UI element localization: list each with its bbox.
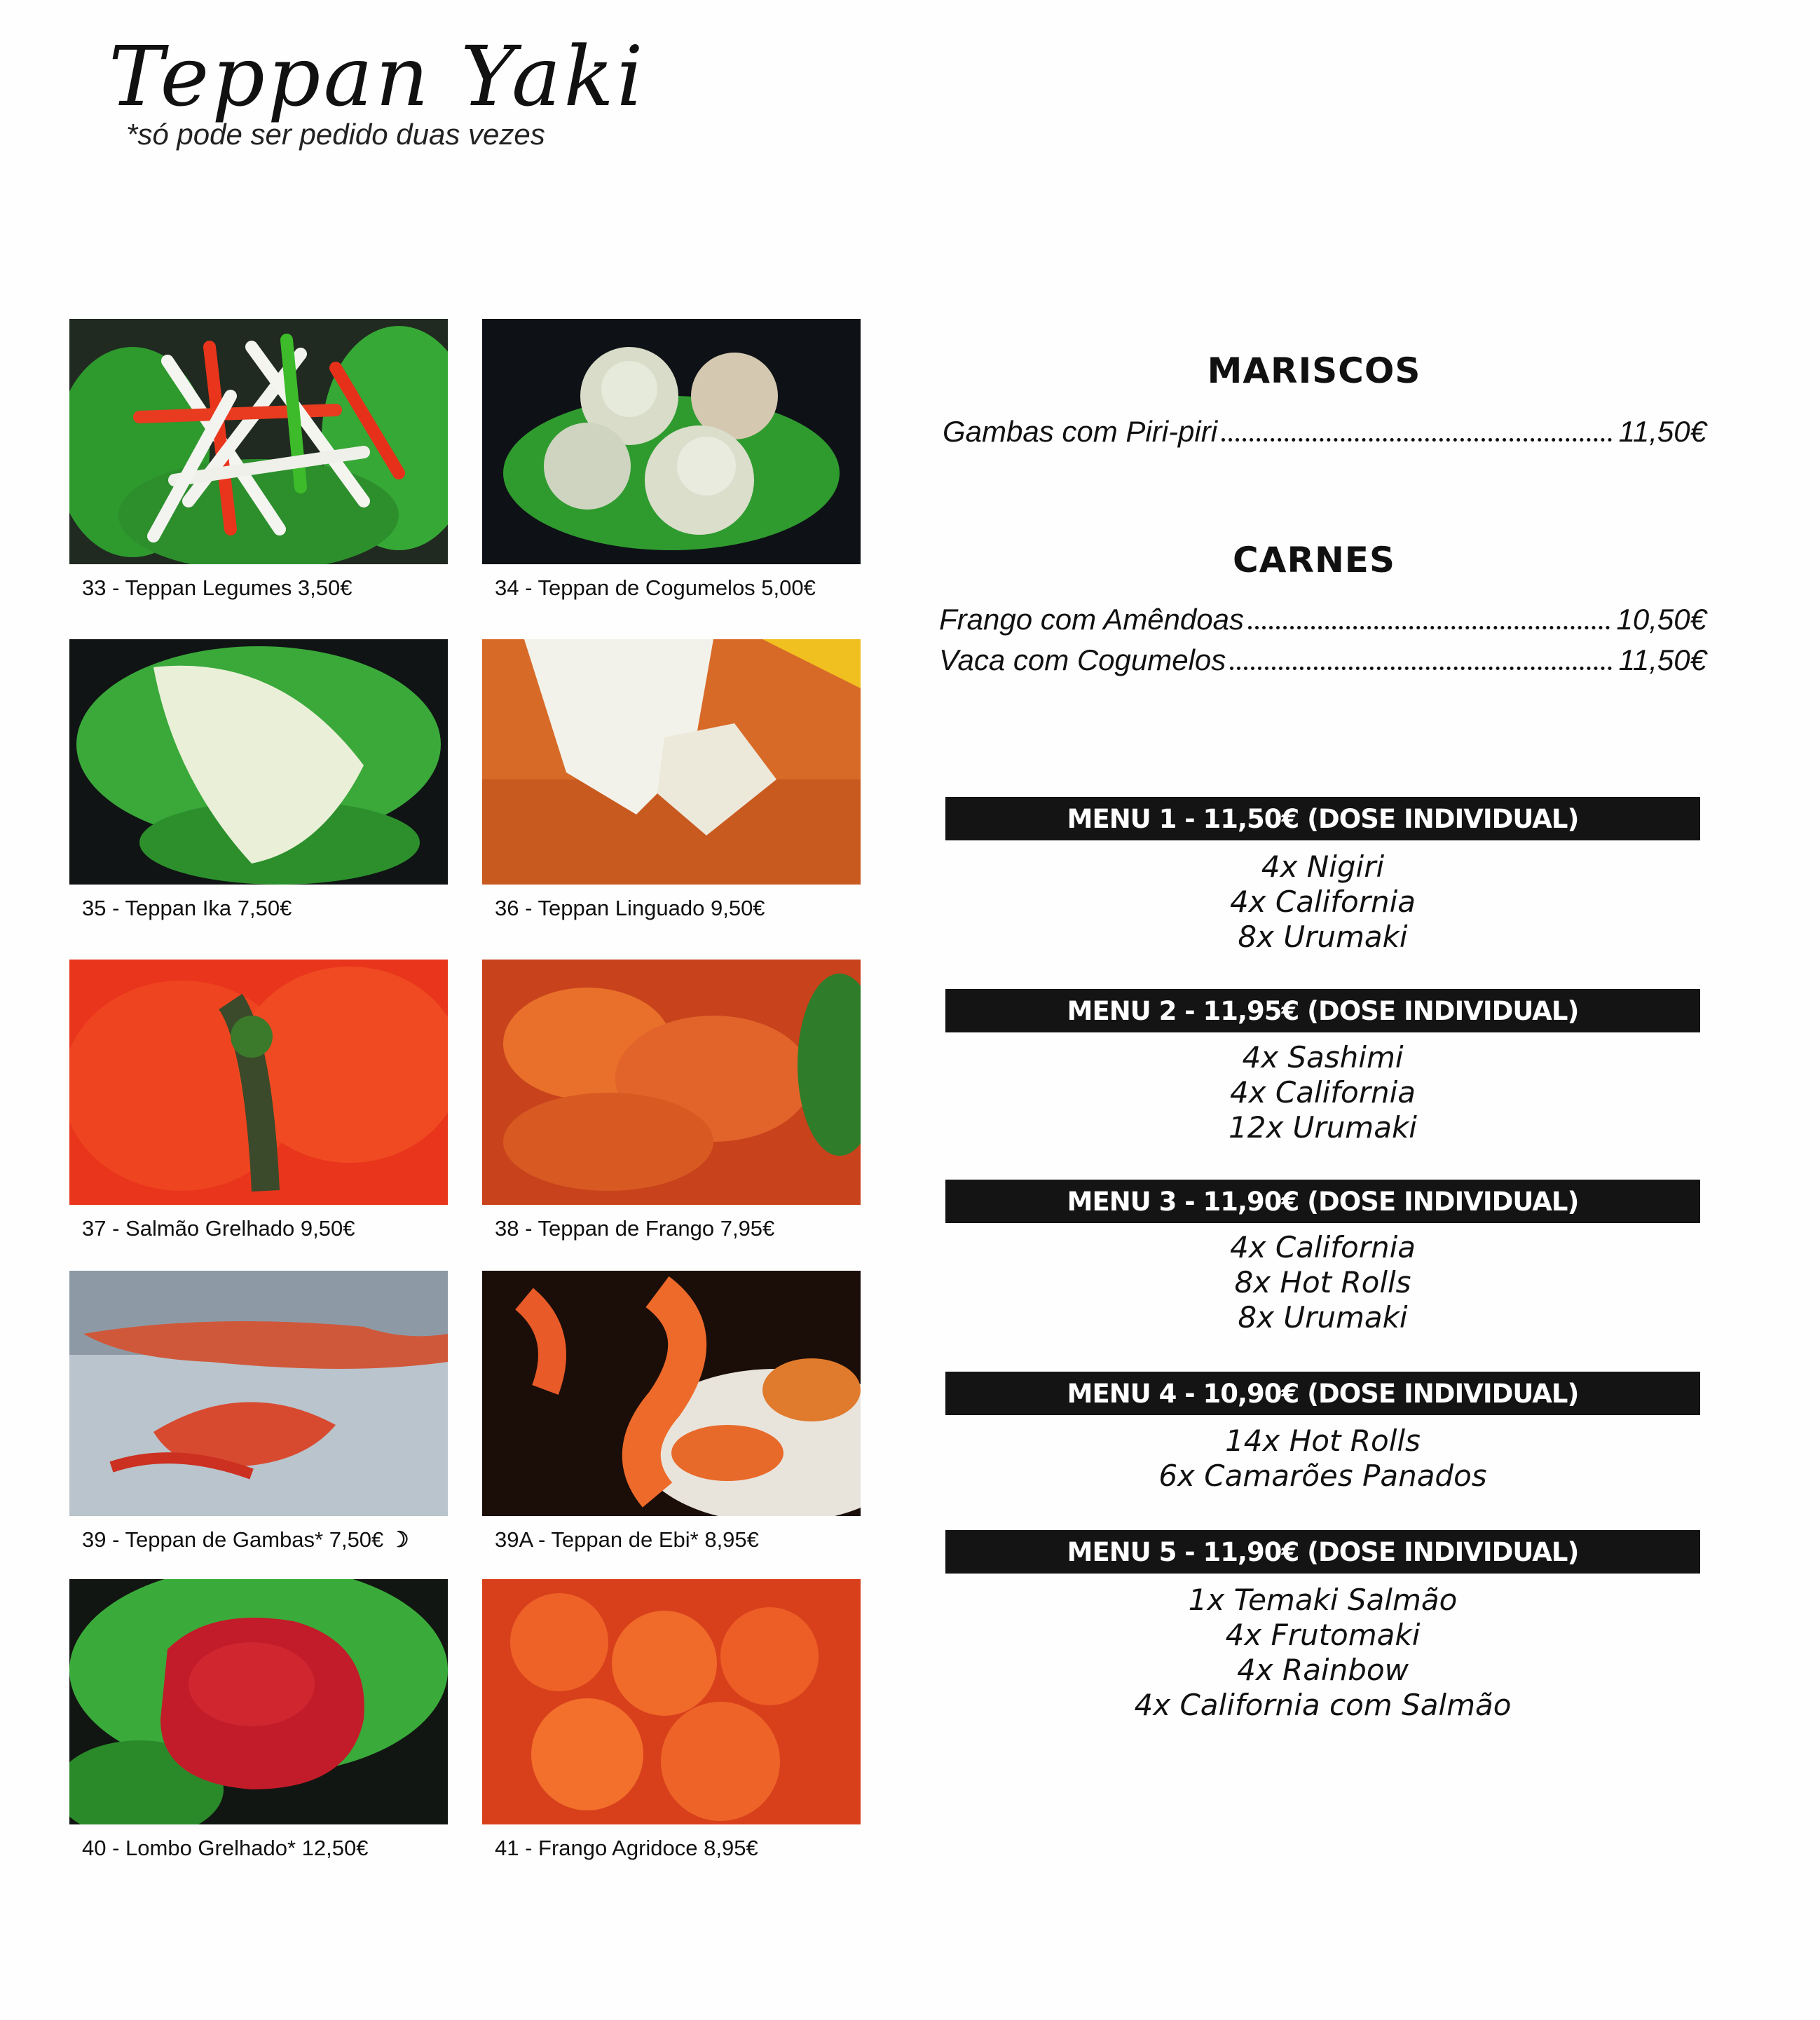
menu-item: 4x California	[1229, 1075, 1416, 1110]
dish-caption: 37 - Salmão Grelhado 9,50€	[82, 1216, 355, 1241]
menu-1-header: MENU 1 - 11,50€ (DOSE INDIVIDUAL)	[945, 797, 1700, 840]
dish-card[interactable]	[69, 1579, 448, 1861]
grilled-loin-photo	[69, 1579, 448, 1824]
menu-item: 8x Urumaki	[1238, 920, 1408, 954]
dish-caption: 39A - Teppan de Ebi* 8,95€	[495, 1527, 759, 1552]
menu-item: 4x Rainbow	[1237, 1653, 1409, 1687]
item-price: 11,50€	[1618, 643, 1706, 676]
dish-caption: 38 - Teppan de Frango 7,95€	[495, 1216, 775, 1241]
dish-card[interactable]	[69, 319, 448, 601]
page-subtitle: *só pode ser pedido duas vezes	[126, 118, 545, 151]
menu-4-items	[945, 1424, 1700, 1494]
item-name: Vaca com Cogumelos	[939, 643, 1226, 676]
menu-5-header: MENU 5 - 11,90€ (DOSE INDIVIDUAL)	[945, 1530, 1700, 1574]
menu-5-items	[945, 1583, 1700, 1723]
dish-card[interactable]	[482, 319, 861, 601]
mariscos-heading: MARISCOS	[1207, 350, 1421, 391]
menu-4-header: MENU 4 - 10,90€ (DOSE INDIVIDUAL)	[945, 1372, 1700, 1415]
dish-caption: 40 - Lombo Grelhado* 12,50€	[82, 1836, 369, 1860]
prawns-photo	[69, 1271, 448, 1516]
dish-caption: 35 - Teppan Ika 7,50€	[82, 896, 292, 920]
chicken-photo	[482, 960, 861, 1205]
menu-item: 8x Urumaki	[1238, 1300, 1408, 1335]
dish-caption: 36 - Teppan Linguado 9,50€	[495, 896, 765, 920]
menu-item: 4x Frutomaki	[1225, 1618, 1421, 1652]
item-name: Frango com Amêndoas	[939, 603, 1244, 636]
dish-caption: 34 - Teppan de Cogumelos 5,00€	[495, 575, 816, 600]
item-name: Gambas com Piri-piri	[943, 415, 1218, 448]
item-price: 10,50€	[1616, 603, 1706, 636]
dot-leader	[1230, 667, 1611, 670]
menu-3-items	[945, 1230, 1700, 1335]
menu-item: 4x Nigiri	[1261, 849, 1385, 884]
dot-leader	[1248, 626, 1610, 629]
menu-item: 4x California	[1229, 1230, 1416, 1264]
menu-item: 4x California	[1229, 885, 1416, 919]
menu-item: 4x California com Salmão	[1134, 1688, 1512, 1722]
dish-card[interactable]	[482, 1579, 861, 1861]
item-price: 11,50€	[1618, 415, 1706, 448]
dish-caption-text: 39 - Teppan de Gambas* 7,50€	[82, 1527, 384, 1552]
shrimp-photo	[482, 1271, 861, 1516]
squid-photo	[69, 639, 448, 885]
sole-fish-photo	[482, 639, 861, 885]
carnes-heading: CARNES	[1233, 540, 1395, 580]
price-row	[939, 603, 1706, 636]
menu-item: 6x Camarões Panados	[1158, 1459, 1487, 1493]
dish-card[interactable]	[69, 1271, 448, 1552]
menu-item: 12x Urumaki	[1229, 1110, 1417, 1145]
menu-item: 1x Temaki Salmão	[1188, 1583, 1458, 1617]
grilled-salmon-photo	[69, 960, 448, 1205]
menu-2-header: MENU 2 - 11,95€ (DOSE INDIVIDUAL)	[945, 989, 1700, 1032]
menu-item: 14x Hot Rolls	[1225, 1424, 1421, 1458]
dot-leader	[1222, 438, 1612, 442]
menu-item: 8x Hot Rolls	[1234, 1265, 1411, 1299]
dish-card[interactable]	[482, 1271, 861, 1552]
menu-2-items	[945, 1040, 1700, 1145]
crescent-moon-icon: ☽	[389, 1527, 409, 1552]
dish-caption: 41 - Frango Agridoce 8,95€	[495, 1836, 758, 1860]
page-title: Teppan Yaki	[109, 28, 646, 125]
price-row	[943, 415, 1706, 449]
dish-caption: 33 - Teppan Legumes 3,50€	[82, 575, 353, 600]
sweet-sour-chicken-photo	[482, 1579, 861, 1824]
dish-card[interactable]	[69, 960, 448, 1241]
menu-3-header: MENU 3 - 11,90€ (DOSE INDIVIDUAL)	[945, 1180, 1700, 1223]
dish-card[interactable]	[482, 960, 861, 1241]
price-row	[939, 643, 1706, 677]
menu-item: 4x Sashimi	[1242, 1040, 1404, 1074]
vegetable-strips-photo	[69, 319, 448, 564]
mushrooms-photo	[482, 319, 861, 564]
dish-caption	[69, 1527, 448, 1552]
dish-card[interactable]	[482, 639, 861, 921]
menu-1-items	[945, 849, 1700, 955]
dish-card[interactable]	[69, 639, 448, 921]
